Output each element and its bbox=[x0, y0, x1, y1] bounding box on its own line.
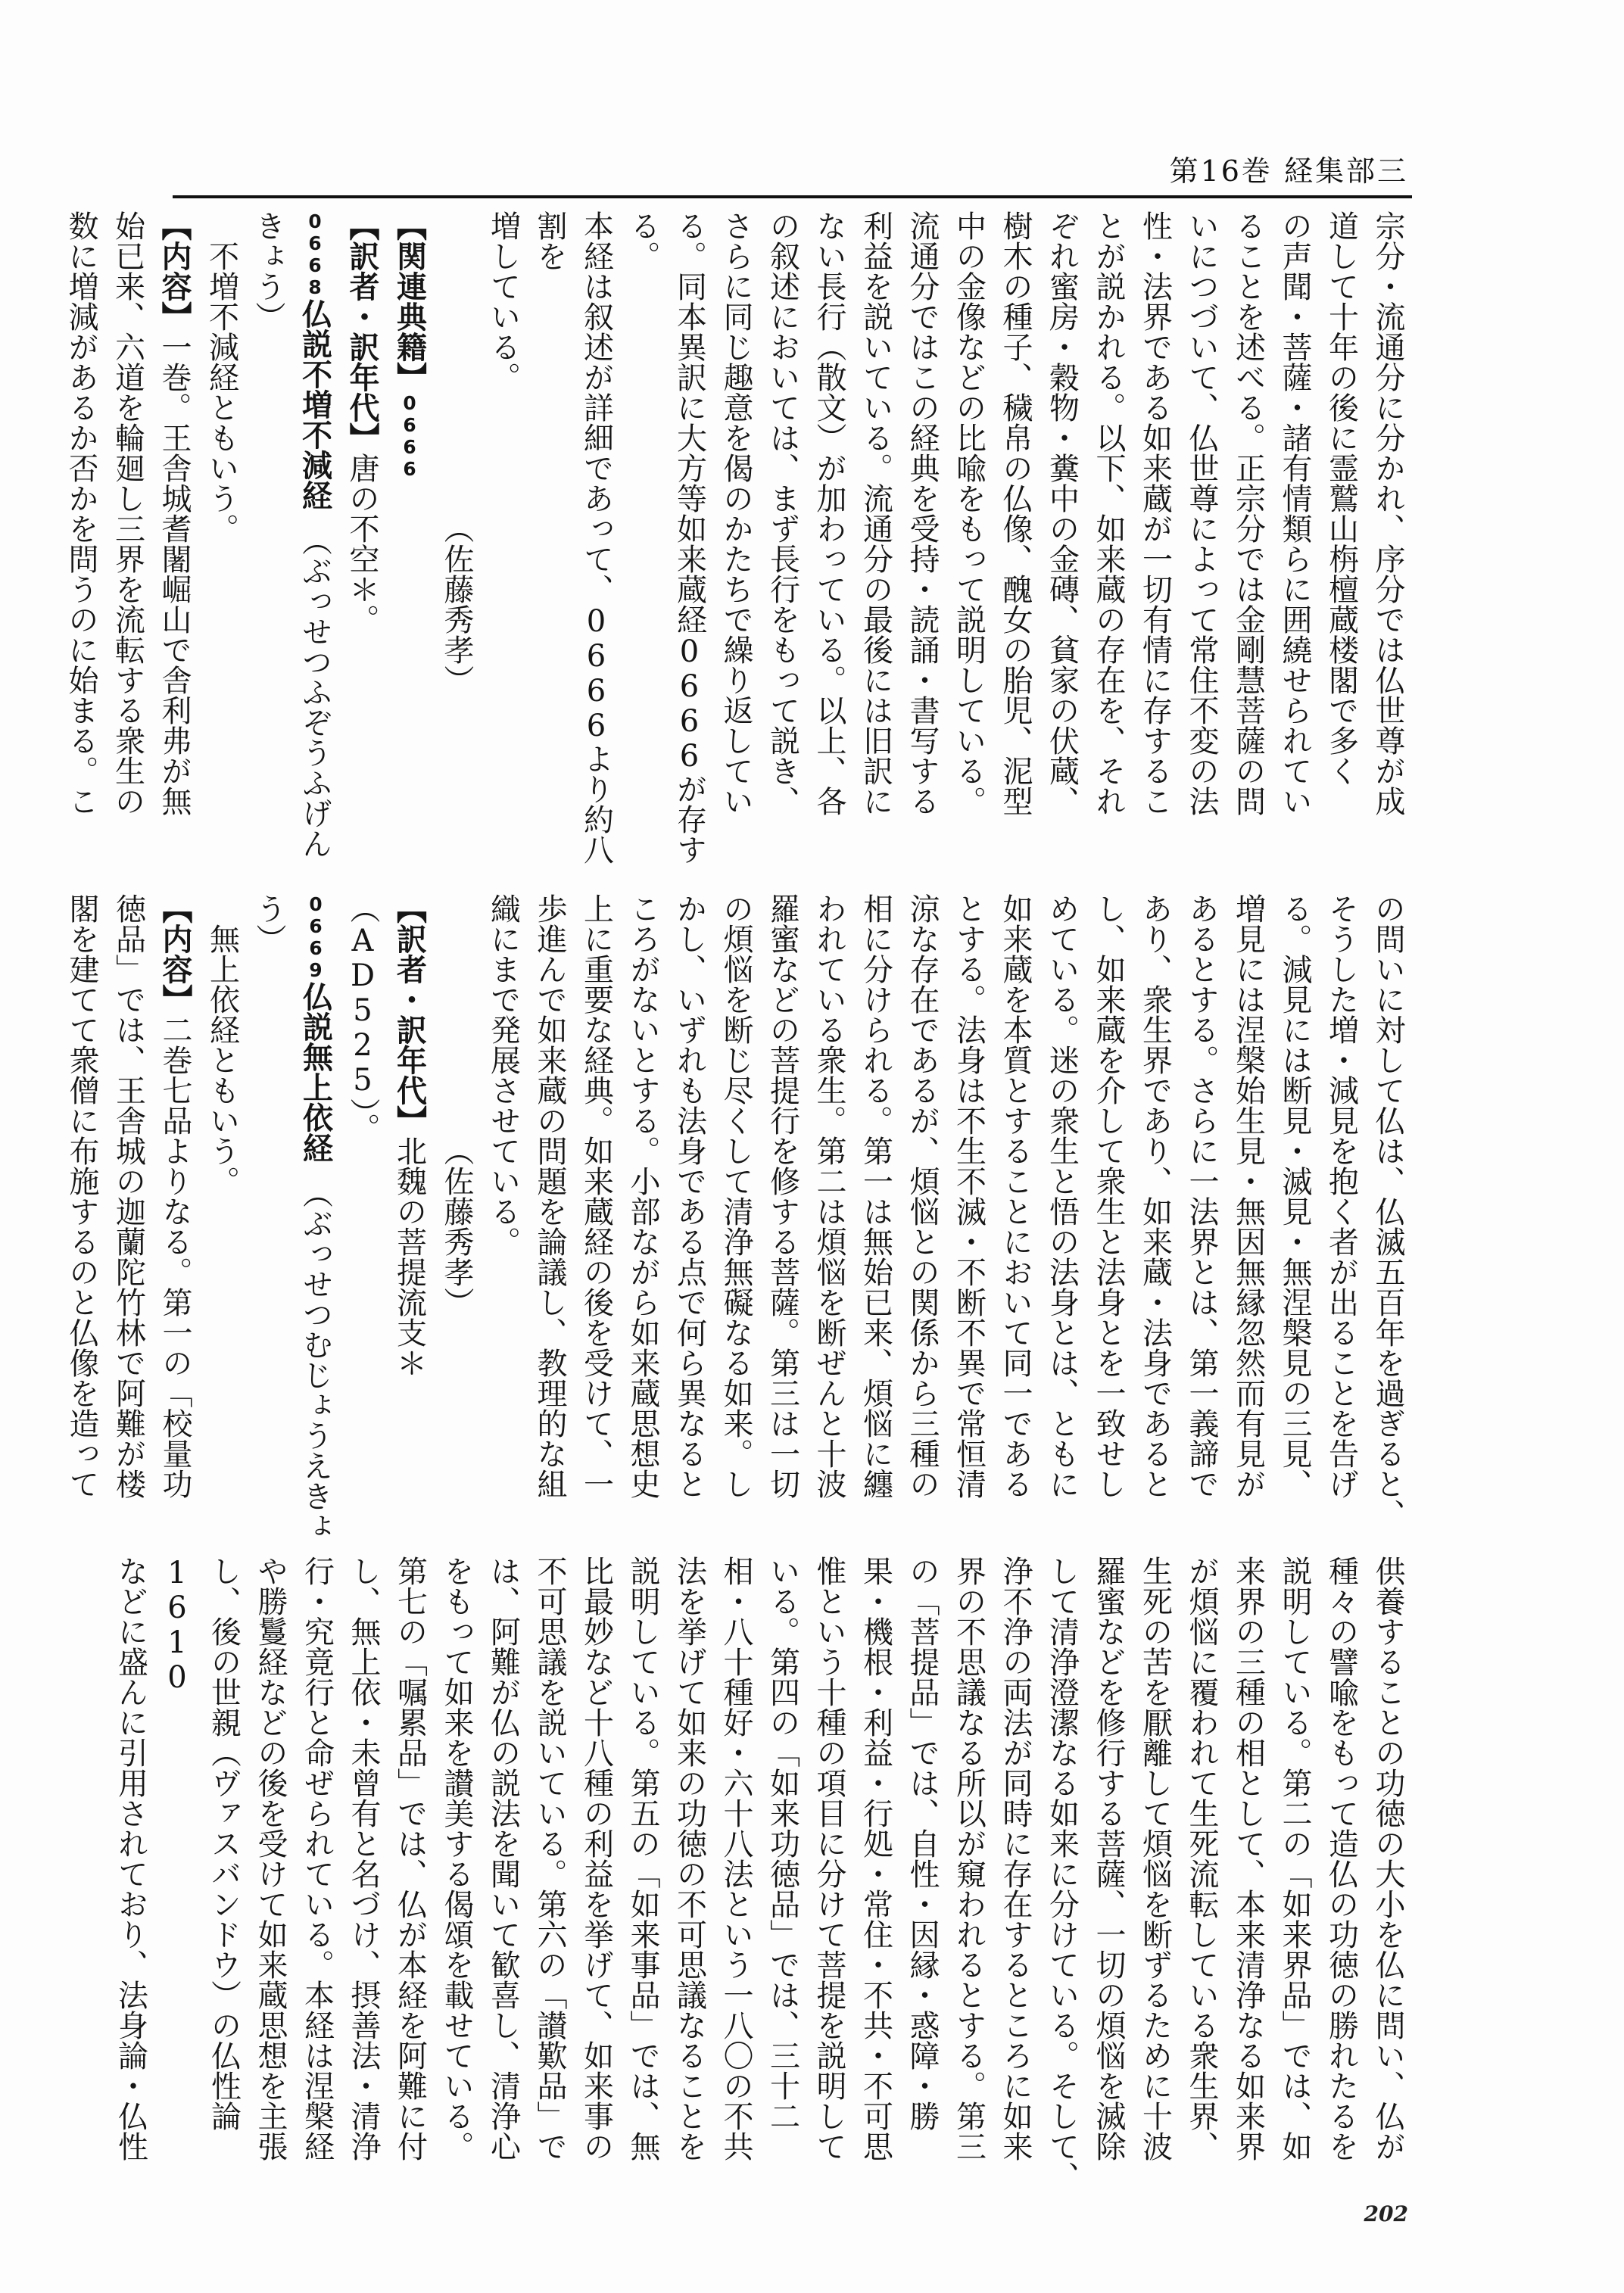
body-line: は、阿難が仏の説法を聞いて歓喜し、清浄心 bbox=[485, 1556, 521, 2161]
body-line: 利益を説いている。流通分の最後には旧訳に bbox=[858, 210, 893, 816]
body-line: 供養することの功徳の大小を仏に問い、仏が bbox=[1370, 1556, 1405, 2161]
entry-number: 0669 bbox=[304, 893, 327, 981]
body-line: をもって如来を讃美する偈頌を載せている。 bbox=[439, 1556, 474, 2161]
body-line bbox=[433, 210, 526, 869]
body-line: われている衆生。第二は煩悩を断ぜんと十波 bbox=[812, 893, 846, 1499]
related-line bbox=[385, 210, 433, 869]
content-text: 二巻七品よりなる。第一の「校量功 bbox=[157, 1014, 192, 1499]
body-line: 相・八十種好・六十八法という一八〇の不共 bbox=[718, 1556, 753, 2161]
body-line: る。同本異訳に大方等如来蔵経0666が存する。 bbox=[625, 210, 707, 865]
body-line: 羅蜜などの菩提行を修する菩薩。第三は一切 bbox=[765, 893, 800, 1499]
body-line: 徳品」では、王舎城の迦蘭陀竹林で阿難が楼 bbox=[111, 893, 146, 1499]
body-line: 果・機根・利益・行処・常住・不共・不可思 bbox=[858, 1556, 893, 2161]
body-line: して清浄澄潔なる如来に分けている。そして、 bbox=[1044, 1556, 1080, 2192]
translator-line bbox=[338, 210, 386, 869]
body-line: し、無上依・未曾有と名づけ、摂善法・清浄 bbox=[346, 1556, 381, 2161]
body-line: の「菩提品」では、自性・因縁・惑障・勝 bbox=[905, 1556, 940, 2131]
entry-reading: （ぶっせつむじょうえきょう） bbox=[251, 893, 333, 1541]
body-line: いにつづいて、仏世尊によって常住不変の法 bbox=[1184, 210, 1219, 816]
content-line bbox=[151, 893, 199, 1544]
body-line: 上に重要な経典。如来蔵経の後を受けて、一 bbox=[578, 893, 614, 1499]
body-line: 如来蔵を本質とすることにおいて同一である bbox=[998, 893, 1033, 1499]
body-line: とが説かれる。以下、如来蔵の存在を、それ bbox=[1091, 210, 1126, 816]
body-line: 宗分・流通分に分かれ、序分では仏世尊が成 bbox=[1370, 210, 1405, 816]
body-line: そうした増・減見を抱く者が出ることを告げ bbox=[1323, 893, 1359, 1499]
body-text: 織にまで発展させている。 bbox=[485, 893, 521, 1257]
body-line: 浄不浄の両法が同時に存在するところに如来 bbox=[998, 1556, 1033, 2161]
body-line: 増見には涅槃始生見・無因無縁忽然而有見が bbox=[1230, 893, 1266, 1499]
author-signature: （佐藤秀孝） bbox=[439, 1136, 474, 1317]
body-line: 惟という十種の項目に分けて菩提を説明して bbox=[812, 1556, 846, 2161]
alt-name-line: 不増不減経ともいう。 bbox=[204, 241, 239, 544]
body-line: の叙述においては、まず長行をもって説き、 bbox=[765, 210, 800, 816]
header-rule bbox=[173, 195, 1412, 198]
entry-title: 仏説不増不減経 bbox=[297, 298, 333, 510]
body-line: る。減見には断見・滅見・無涅槃見の三見、 bbox=[1277, 893, 1312, 1499]
body-line: し、如来蔵を介して衆生と法身とを一致せし bbox=[1091, 893, 1126, 1499]
body-line: 涼な存在であるが、煩悩との関係から三種の bbox=[905, 893, 940, 1499]
body-line: 相に分けられる。第一は無始已来、煩悩に纏 bbox=[858, 893, 893, 1499]
translator-value: 唐の不空＊。 bbox=[344, 453, 379, 634]
body-line: あるとする。さらに一法界とは、第一義諦で bbox=[1184, 893, 1219, 1499]
body-line: 歩進んで如来蔵の問題を論議し、教理的な組 bbox=[532, 893, 567, 1499]
related-ref: 0666 bbox=[398, 392, 421, 480]
body-line: 樹木の種子、穢帛の仏像、醜女の胎児、泥型 bbox=[998, 210, 1033, 816]
body-line: 性・法界である如来蔵が一切有情に存するこ bbox=[1137, 210, 1173, 816]
body-line: いる。第四の「如来功徳品」では、三十二 bbox=[765, 1556, 800, 2131]
body-text: 増している。 bbox=[485, 210, 521, 392]
body-line: 界の不思議なる所以が窺われるとする。第三 bbox=[951, 1556, 987, 2161]
body-line: 道して十年の後に霊鷲山栴檀蔵楼閣で多く bbox=[1323, 210, 1359, 786]
body-line: の煩悩を断じ尽くして清浄無礙なる如来。し bbox=[718, 893, 753, 1499]
alt-name-line: 無上依経ともいう。 bbox=[204, 924, 240, 1196]
body-line: かし、いずれも法身である点で何ら異なると bbox=[672, 893, 707, 1499]
related-label: 【関連典籍】 bbox=[391, 210, 428, 392]
body-line: 羅蜜などを修行する菩薩、一切の煩悩を滅除 bbox=[1091, 1556, 1126, 2161]
content-line bbox=[151, 210, 198, 869]
running-header: 第16巻 経集部三 bbox=[1169, 154, 1408, 188]
entry-number: 0668 bbox=[304, 210, 326, 298]
body-line: ることを述べる。正宗分では金剛慧菩薩の問 bbox=[1230, 210, 1266, 816]
body-line: 来界の三種の相として、本来清浄なる如来界 bbox=[1230, 1556, 1266, 2161]
translator-label: 【訳者・訳年代】 bbox=[391, 893, 428, 1136]
content-label: 【内容】 bbox=[157, 210, 192, 332]
content-text: 一巻。王舎城耆闍崛山で舎利弗が無 bbox=[157, 332, 192, 816]
entry-title: 仏説無上依経 bbox=[298, 981, 334, 1163]
body-line: 第七の「嘱累品」では、仏が本経を阿難に付 bbox=[392, 1556, 428, 2161]
body-line: 本経は叙述が詳細であって、0666より約八割を bbox=[532, 210, 614, 865]
body-line: の問いに対して仏は、仏滅五百年を過ぎると、 bbox=[1370, 893, 1405, 1529]
text-block-2 bbox=[64, 893, 1410, 1544]
body-line: などに盛んに引用されており、法身論・仏性 bbox=[113, 1556, 148, 2161]
page-number: 202 bbox=[1364, 2201, 1408, 2226]
body-line: あり、衆生界であり、如来蔵・法身であると bbox=[1137, 893, 1173, 1499]
content-label: 【内容】 bbox=[157, 893, 193, 1014]
entry-reading: （ぶっせつふぞうふげんきょう） bbox=[251, 210, 332, 858]
body-line: し、後の世親（ヴァスバンドウ）の仏性論1610 bbox=[160, 1556, 242, 2131]
entry-heading bbox=[245, 210, 338, 869]
text-block-3 bbox=[113, 1556, 1410, 2195]
translator-value: 北魏の菩提流支＊（AD525）。 bbox=[345, 893, 427, 1378]
body-line: の声聞・菩薩・諸有情類らに囲繞せられてい bbox=[1277, 210, 1312, 816]
body-line: 比最妙など十八種の利益を挙げて、如来事の bbox=[578, 1556, 614, 2161]
body-line bbox=[433, 893, 526, 1544]
body-line: さらに同じ趣意を偈のかたちで繰り返してい bbox=[718, 210, 753, 816]
body-line: とする。法身は不生不滅・不断不異で常恒清 bbox=[951, 893, 987, 1499]
author-signature: （佐藤秀孝） bbox=[439, 513, 474, 695]
body-line: 中の金像などの比喩をもって説明している。 bbox=[951, 210, 987, 816]
body-line: や勝鬘経などの後を受けて如来蔵思想を主張 bbox=[253, 1556, 288, 2161]
translator-line bbox=[339, 893, 433, 1544]
body-line: ない長行（散文）が加わっている。以上、各 bbox=[812, 210, 846, 816]
translator-label: 【訳者・訳年代】 bbox=[344, 210, 380, 453]
body-line: 説明している。第二の「如来界品」では、如 bbox=[1277, 1556, 1312, 2161]
body-line: めている。迷の衆生と悟の法身とは、ともに bbox=[1044, 893, 1080, 1499]
body-line: 行・究竟行と命ぜられている。本経は涅槃経 bbox=[299, 1556, 335, 2161]
body-line: 種々の譬喩をもって造仏の功徳の勝れたるを bbox=[1323, 1556, 1359, 2161]
body-line: ぞれ蜜房・穀物・糞中の金磚、貧家の伏蔵、 bbox=[1044, 210, 1080, 816]
body-line: 流通分ではこの経典を受持・読誦・書写する bbox=[905, 210, 940, 816]
body-line: 閣を建てて衆僧に布施するのと仏像を造って bbox=[64, 893, 99, 1499]
body-line: ころがないとする。小部ながら如来蔵思想史 bbox=[625, 893, 660, 1499]
body-line: 始已来、六道を輪廻し三界を流転する衆生の bbox=[110, 210, 145, 816]
body-line: 数に増減があるか否かを問うのに始まる。こ bbox=[64, 210, 98, 816]
body-line: 生死の苦を厭離して煩悩を断ずるために十波 bbox=[1137, 1556, 1173, 2161]
body-line: 不可思議を説いている。第六の「讃歎品」で bbox=[532, 1556, 567, 2161]
text-block-1 bbox=[64, 210, 1410, 869]
body-line: が煩悩に覆われて生死流転している衆生界、 bbox=[1184, 1556, 1219, 2161]
body-line: 法を挙げて如来の功徳の不可思議なることを bbox=[672, 1556, 707, 2161]
body-line: 説明している。第五の「如来事品」では、無 bbox=[625, 1556, 660, 2161]
entry-heading bbox=[245, 893, 339, 1544]
